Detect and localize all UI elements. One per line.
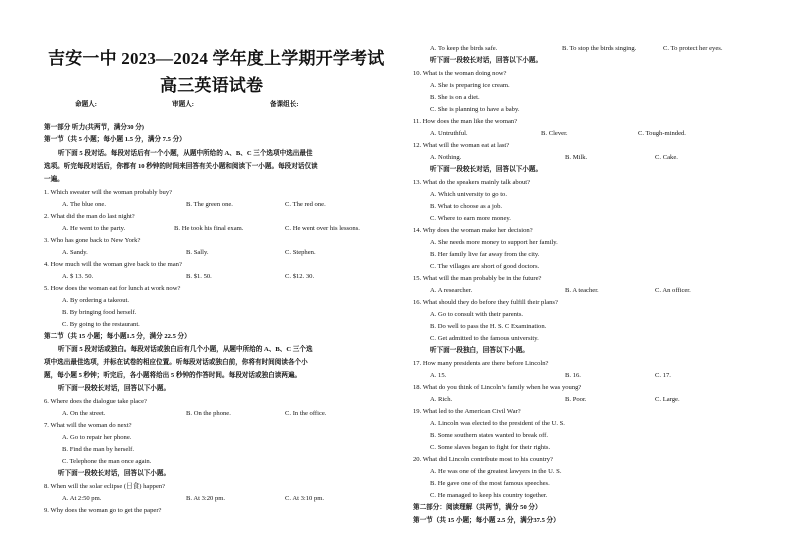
option-c: C. Tough-minded. (638, 130, 686, 137)
option-b: B. Do well to pass the H. S. C Examination. (430, 323, 547, 330)
option-b: B. On the phone. (186, 410, 231, 417)
option-b: B. $1. 50. (186, 273, 212, 280)
option-a: A. Go to repair her phone. (62, 434, 132, 441)
option-c: C. $12. 30. (285, 273, 315, 280)
option-c: C. He managed to keep his country together. (430, 492, 548, 499)
option-b: B. By bringing food herself. (62, 309, 137, 316)
option-b: B. 16. (565, 372, 581, 379)
instructions: 听下面 5 段对话或独白。每段对话或独白后有几个小题，从题中所给的 A、B、C 三个选 (58, 346, 313, 353)
option-b: B. The green one. (186, 201, 233, 208)
option-b: B. Some southern states wanted to break off. (430, 432, 548, 439)
option-a: A. Nothing. (430, 154, 462, 161)
group-lead-label: 备课组长: (270, 101, 299, 108)
option-a: A. She is preparing ice cream. (430, 82, 510, 89)
listening-prompt: 听下面一段较长对话，回答以下小题。 (58, 470, 171, 477)
question: 10. What is the woman doing now? (413, 70, 507, 77)
option-b: B. Find the man by herself. (62, 446, 134, 453)
option-c: C. Get admitted to the famous university. (430, 335, 539, 342)
instructions: 一遍。 (44, 176, 64, 183)
question: 5. How does the woman eat for lunch at work now? (44, 285, 181, 292)
option-a: A. Go to consult with their parents. (430, 311, 524, 318)
instructions: 题，每小题 5 秒钟；听完后，各小题将给出 5 秒钟的作答时间。每段对话或独白读两遍。 (44, 372, 302, 379)
question: 7. What will the woman do next? (44, 422, 132, 429)
question: 13. What do the speakers mainly talk about? (413, 179, 531, 186)
question: 15. What will the man probably be in the future? (413, 275, 542, 282)
question: 19. What led to the American Civil War? (413, 408, 521, 415)
option-c: C. Telephone the man once again. (62, 458, 152, 465)
option-a: A. A researcher. (430, 287, 473, 294)
option-c: C. By going to the restaurant. (62, 321, 140, 328)
author-label: 命题人: (75, 101, 97, 108)
section-heading: 第二部分：阅读理解（共两节，满分 50 分） (413, 504, 542, 511)
option-a: A. The blue one. (62, 201, 107, 208)
option-c: C. He went over his lessons. (285, 225, 360, 232)
question: 18. What do you think of Lincoln’s family when he was young? (413, 384, 582, 391)
instructions: 项中选出最佳选项，并标在试卷的相应位置。听每段对话或独白前，你将有时间阅读各个小 (44, 359, 308, 366)
option-b: B. Sally. (186, 249, 209, 256)
section-heading: 第一部分 听力(共两节，满分30 分) (44, 124, 145, 131)
option-c: C. Stephen. (285, 249, 316, 256)
option-b: B. Milk. (565, 154, 588, 161)
option-a: A. $ 13. 50. (62, 273, 94, 280)
exam-title-line2: 高三英语试卷 (160, 76, 264, 95)
option-c: C. She is planning to have a baby. (430, 106, 520, 113)
option-a: A. Untruthful. (430, 130, 468, 137)
question: 2. What did the man do last night? (44, 213, 135, 220)
option-a: A. Which university to go to. (430, 191, 507, 198)
option-b: B. A teacher. (565, 287, 599, 294)
option-b: B. To stop the birds singing. (562, 45, 637, 52)
option-b: B. What to choose as a job. (430, 203, 503, 210)
question: 3. Who has gone back to New York? (44, 237, 141, 244)
listening-prompt: 听下面一段较长对话，回答以下小题。 (430, 57, 543, 64)
option-a: A. Sandy. (62, 249, 88, 256)
question: 20. What did Lincoln contribute most to his country? (413, 456, 553, 463)
option-a: A. On the street. (62, 410, 106, 417)
instructions: 听下面 5 段对话。每段对话后有一个小题，从题中所给的 A、B、C 三个选项中选出最佳 (58, 150, 313, 157)
option-c: C. An officer. (655, 287, 691, 294)
question: 11. How does the man like the woman? (413, 118, 518, 125)
option-c: C. To protect her eyes. (663, 45, 723, 52)
reviewer-label: 审题人: (172, 101, 194, 108)
option-c: C. Large. (655, 396, 680, 403)
option-c: C. 17. (655, 372, 671, 379)
question: 17. How many presidents are there before Lincoln? (413, 360, 549, 367)
option-a: A. She needs more money to support her family. (430, 239, 558, 246)
instructions: 选项。听完每段对话后，你都有 10 秒钟的时间来回答有关小题和阅读下一小题。每段对话仅读 (44, 163, 318, 170)
option-c: C. Some slaves began to fight for their rights. (430, 444, 551, 451)
question: 12. What will the woman eat at last? (413, 142, 510, 149)
option-a: A. He went to the party. (62, 225, 126, 232)
question: 14. Why does the woman make her decision? (413, 227, 533, 234)
option-b: B. She is on a diet. (430, 94, 480, 101)
question: 9. Why does the woman go to get the paper? (44, 507, 162, 514)
question: 6. Where does the dialogue take place? (44, 398, 147, 405)
question: 1. Which sweater will the woman probably buy? (44, 189, 173, 196)
option-b: B. Poor. (565, 396, 587, 403)
option-b: B. He took his final exam. (174, 225, 244, 232)
option-a: A. Rich. (430, 396, 453, 403)
option-c: C. The villages are short of good doctors. (430, 263, 540, 270)
option-b: B. At 3:20 pm. (186, 495, 226, 502)
option-a: A. He was one of the greatest lawyers in the U. S. (430, 468, 562, 475)
listening-prompt: 听下面一段独白，回答以下小题。 (430, 347, 529, 354)
option-a: A. At 2:50 pm. (62, 495, 102, 502)
option-a: A. 15. (430, 372, 447, 379)
subsection-heading: 第一节（共 15 小题；每小题 2.5 分，满分37.5 分） (413, 517, 560, 524)
option-c: C. The red one. (285, 201, 326, 208)
option-a: A. To keep the birds safe. (430, 45, 498, 52)
subsection-heading: 第一节（共 5 小题；每小题 1.5 分，满分 7.5 分） (44, 136, 186, 143)
option-c: C. Cake. (655, 154, 678, 161)
question: 16. What should they do before they fulfill their plans? (413, 299, 558, 306)
option-a: A. By ordering a takeout. (62, 297, 130, 304)
option-c: C. In the office. (285, 410, 327, 417)
option-c: C. At 3:10 pm. (285, 495, 325, 502)
listening-prompt: 听下面一段较长对话，回答以下小题。 (430, 166, 543, 173)
question: 8. When will the solar eclipse (日食) happen? (44, 483, 166, 490)
option-b: B. He gave one of the most famous speeches. (430, 480, 550, 487)
option-b: B. Her family live far away from the city. (430, 251, 540, 258)
subsection-heading: 第二节（共 15 小题；每小题1.5 分，满分 22.5 分） (44, 333, 191, 340)
exam-title-line1: 吉安一中 2023—2024 学年度上学期开学考试 (48, 49, 385, 68)
option-a: A. Lincoln was elected to the president of the U. S. (430, 420, 565, 427)
option-b: B. Clever. (541, 130, 568, 137)
listening-prompt: 听下面一段较长对话，回答以下小题。 (58, 385, 171, 392)
question: 4. How much will the woman give back to the man? (44, 261, 182, 268)
option-c: C. Where to earn more money. (430, 215, 511, 222)
